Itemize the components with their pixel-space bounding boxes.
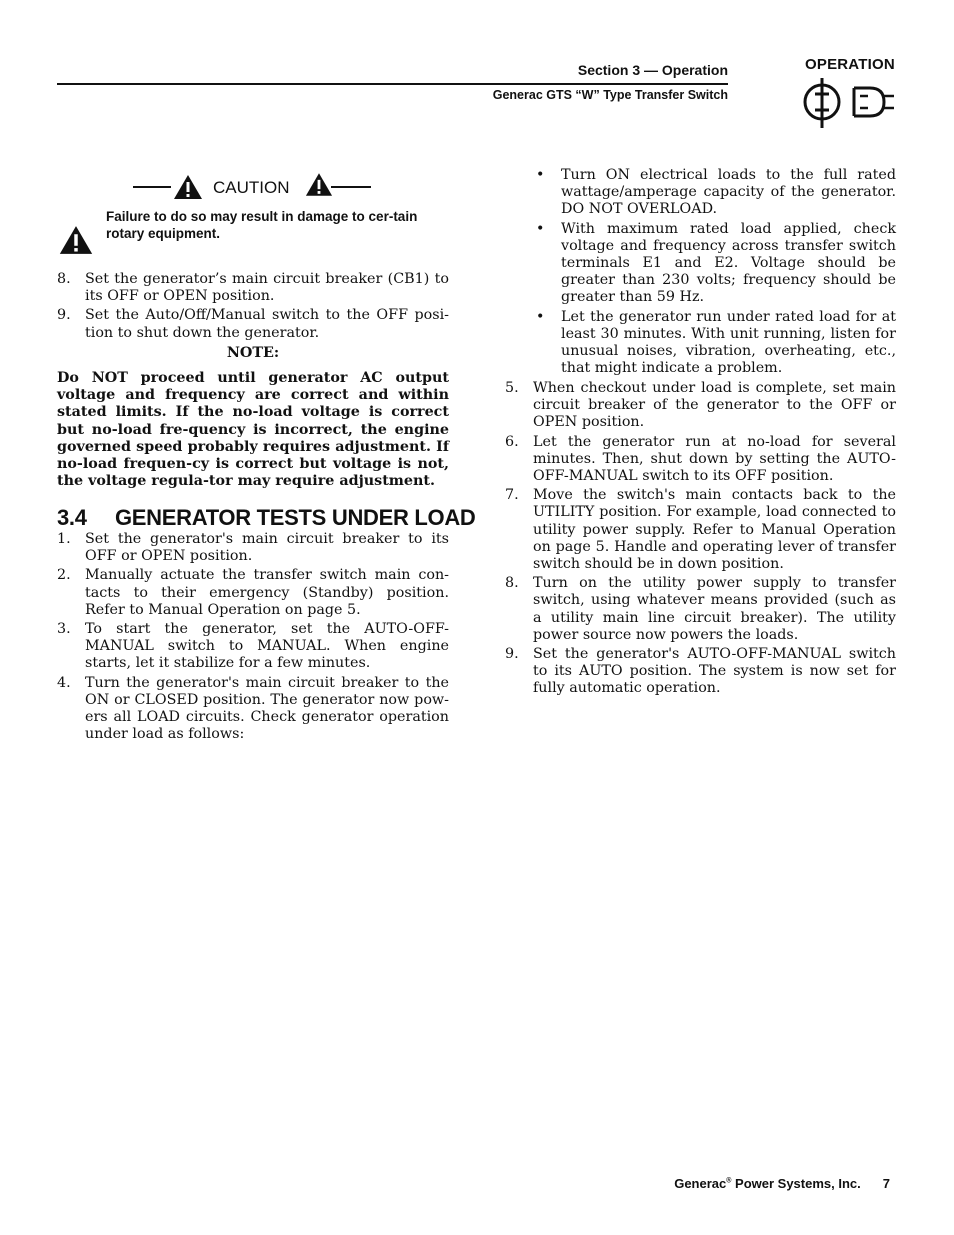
step-text: Turn the generator's main circuit breaker to the ON or CLOSED position. The generator now pow-ers all LOAD circuits. Check generator operation under load as follows: — [85, 674, 449, 743]
step-number: 8. — [505, 575, 519, 592]
step-number: 4. — [57, 674, 71, 691]
bullet-mark: • — [536, 308, 545, 325]
step-text: Set the generator's AUTO-OFF-MANUAL switch to its AUTO position. The system is now set for fully automatic operation. — [533, 646, 896, 697]
step-number: 5. — [505, 380, 519, 396]
section-number: 3.4 — [57, 505, 87, 530]
step-number: 2. — [57, 567, 71, 584]
warning-triangle-icon — [305, 172, 333, 197]
list-item — [57, 567, 449, 619]
list-item — [57, 271, 449, 305]
step-number: 6. — [505, 433, 519, 450]
list-item — [505, 646, 896, 698]
step-text: Move the switch's main contacts back to the UTILITY position. For example, load connected to utility power supply. Refer to Manual Operation on page 5. Handle and operating lever of transfer switch should be in down position. — [533, 487, 896, 573]
warning-triangle-icon — [173, 174, 203, 200]
bullet-mark: • — [536, 220, 545, 237]
list-item — [533, 221, 896, 307]
list-item — [57, 675, 449, 744]
step-number: 1. — [57, 531, 71, 547]
step-text: Set the Auto/Off/Manual switch to the OFF posi-tion to shut down the generator. — [85, 307, 449, 341]
bullet-mark: • — [536, 167, 545, 183]
section-title — [57, 505, 476, 531]
list-item — [57, 531, 449, 565]
list-item — [505, 575, 896, 644]
step-number: 9. — [505, 646, 519, 663]
load-check-bullets — [533, 167, 896, 379]
registered-mark: ® — [726, 1177, 732, 1185]
header-rule — [57, 83, 728, 85]
bullet-text: Turn ON electrical loads to the full rated wattage/amperage capacity of the generator. DO NOT OVERLOAD. — [561, 167, 896, 218]
bullet-text: Let the generator run under rated load for at least 30 minutes. With unit running, listen for unusual noises, vibration, overheating, etc., that might indicate a problem. — [561, 308, 896, 377]
list-item — [505, 380, 896, 432]
page-footer — [560, 1176, 890, 1191]
step-text: To start the generator, set the AUTO-OFF-MANUAL switch to MANUAL. When engine starts, let it stabilize for a few minutes. — [85, 621, 449, 672]
note-text: Do NOT proceed until generator AC output voltage and frequency are correct and within stated limits. If the no-load voltage is correct but no-load fre-quency is incorrect, the engine governed speed probably requires adjustment. If no-load frequen-cy is correct but voltage is not, the voltage regula-tor may require adjustment. — [57, 370, 449, 490]
header-section: Section 3 — Operation — [577, 62, 728, 78]
step-text: Let the generator run at no-load for several minutes. Then, shut down by setting the AUTO-OFF-MANUAL switch to its OFF position. — [533, 433, 896, 485]
caution-title: CAUTION — [213, 178, 290, 197]
load-test-steps-continued — [505, 380, 896, 700]
load-test-steps-list — [57, 531, 449, 745]
shutdown-steps-list — [57, 271, 449, 344]
header-subtitle: Generac GTS “W” Type Transfer Switch — [492, 88, 728, 102]
warning-triangle-icon — [58, 225, 94, 255]
step-number: 8. — [57, 271, 71, 287]
caution-rule-left — [133, 186, 171, 188]
bullet-text: With maximum rated load applied, check voltage and frequency across transfer switch terminals E1 and E2. Voltage should be greater than 230 volts; frequency should be greater than 59 Hz. — [561, 220, 896, 306]
section-heading: GENERATOR TESTS UNDER LOAD — [115, 505, 476, 530]
step-number: 9. — [57, 307, 71, 324]
note-heading: NOTE: — [226, 345, 280, 361]
step-text: Set the generator’s main circuit breaker (CB1) to its OFF or OPEN position. — [85, 271, 449, 305]
list-item — [57, 621, 449, 673]
step-number: 7. — [505, 487, 519, 504]
step-text: Set the generator's main circuit breaker to its OFF or OPEN position. — [85, 531, 449, 565]
list-item — [57, 307, 449, 341]
step-text: Manually actuate the transfer switch main con-tacts to their emergency (Standby) position. Refer to Manual Operation on page 5. — [85, 567, 449, 618]
step-number: 3. — [57, 621, 71, 638]
caution-rule-right — [331, 186, 371, 188]
footer-company: Generac — [674, 1176, 727, 1191]
list-item — [505, 487, 896, 573]
operation-tab-label: OPERATION — [805, 56, 895, 73]
list-item — [505, 434, 896, 486]
page-number: 7 — [882, 1176, 890, 1191]
step-text: Turn on the utility power supply to transfer switch, using whatever means provided (such as a utility main line circuit breaker). The utility power source now powers the loads. — [533, 575, 896, 643]
footer-company-rest: Power Systems, Inc. — [731, 1176, 861, 1191]
caution-text: Failure to do so may result in damage to cer-tain rotary equipment. — [106, 209, 418, 241]
list-item — [533, 309, 896, 378]
generator-plug-icon — [800, 76, 900, 132]
step-text: When checkout under load is complete, set main circuit breaker of the generator to the OFF or OPEN position. — [533, 380, 896, 431]
list-item — [533, 167, 896, 219]
